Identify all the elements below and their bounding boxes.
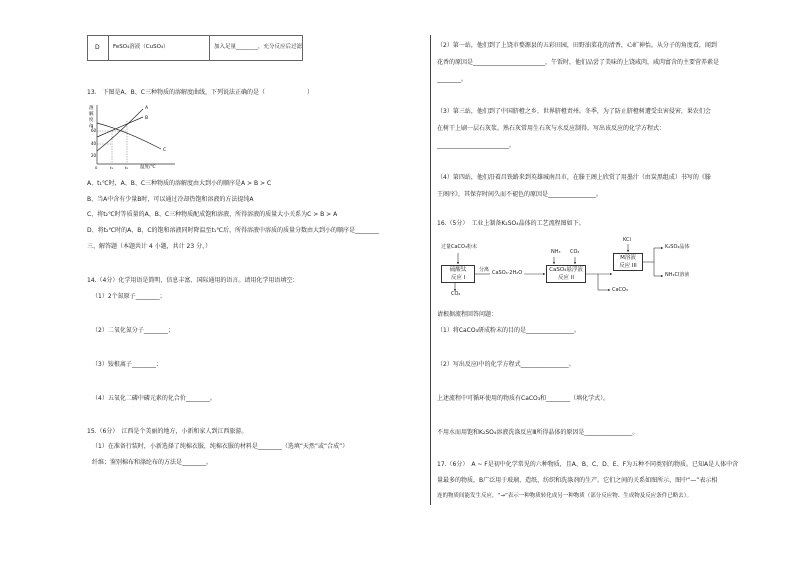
curve-b bbox=[97, 117, 143, 137]
method-text: 加入足量________，充分反应后过滤 bbox=[214, 44, 303, 50]
x-tick-t1: t₁ bbox=[110, 165, 114, 170]
q13-stem: 13. 下图是A、B、C三种物质的溶解度曲线，下列说法正确的是（ ） bbox=[87, 89, 313, 96]
x-tick-0: 0 bbox=[95, 165, 98, 170]
x-tick-t2: t₂ bbox=[125, 165, 129, 170]
q17-line-3: 连的物质间能发生反应，“→”表示一种物质转化成另一种物质（部分反应物、生成物及反应条件已略去）。 bbox=[437, 493, 693, 499]
flow-input-kcl: KCl bbox=[623, 237, 631, 243]
flow-out-co2: CO₂ bbox=[451, 291, 461, 297]
q16-item-1: （1）将CaCO₃研成粉末的目的是________________。 bbox=[437, 327, 581, 334]
flow-box-3-text: M溶液 反应 III bbox=[619, 255, 637, 269]
q15-item3-line3: ________________________。 bbox=[437, 142, 516, 149]
curve-label-b: B bbox=[145, 116, 149, 121]
q14-item-2: （2）二氧化氮分子________； bbox=[92, 327, 174, 334]
curve-label-a: A bbox=[145, 106, 149, 111]
ylabel-1: 溶 bbox=[89, 106, 94, 111]
curve-label-c: C bbox=[163, 148, 167, 153]
flow-out-k2so4: K₂SO₄晶体 bbox=[665, 244, 690, 250]
substance-text: FeSO₄溶液（CuSO₄） bbox=[113, 44, 169, 50]
solubility-graph bbox=[87, 101, 179, 171]
q16-prompt: 请根据流程回答问题： bbox=[437, 311, 498, 318]
q13-option-a: A、t₁℃时，A、B、C三种物质的溶解度由大到小的顺序是A > B > C bbox=[87, 180, 272, 187]
table-cell-label bbox=[87, 35, 109, 61]
flow-arrows bbox=[436, 236, 676, 300]
q16-item-3: 上述流程中可循环使用的物质有CaCO₃和________（填化学式）。 bbox=[437, 395, 610, 402]
q16-item-4: 不用水而用饱和K₂SO₄溶液洗涤反应Ⅲ所得晶体的原因是________________。 bbox=[437, 429, 639, 436]
ylabel-3: 度 bbox=[89, 118, 94, 123]
y-tick-40: 40 bbox=[91, 141, 97, 146]
ylabel-2: 解 bbox=[89, 112, 94, 117]
graph-xlabel: 温度/℃ bbox=[140, 165, 156, 170]
q15-item2-line2: 花香的原因是________________________，午饭时，他们品尝了美味的上饶咸肉，咸肉富含的主要营养素是 bbox=[437, 59, 720, 66]
curve-a bbox=[97, 109, 143, 151]
flow-mid-product: CaSO₄·2H₂O bbox=[492, 270, 523, 276]
curve-c bbox=[97, 123, 161, 149]
q15-item2-line3: ________。 bbox=[437, 76, 468, 83]
q13-option-c: C、将t₂℃时等质量的A、B、C三种物质配成饱和溶液，所得溶液的质量大小关系为C > B > A bbox=[87, 211, 338, 218]
q15-item3-line2: 在树干上刷一层石灰浆。熟石灰常用生石灰与水反应制得，写出该反应的化学方程式： bbox=[437, 125, 666, 132]
q14-stem: 14.（4分）化学用语是简明、信息丰富、国际通用的语言。请用化学用语填空： bbox=[87, 277, 299, 284]
flow-out-caco3: CaCO₃ bbox=[612, 287, 628, 293]
q15-stem: 15.（6分） 江西是个美丽的地方，小新和家人到江西旅游。 bbox=[87, 428, 248, 435]
q13-option-d: D、将t₂℃时的A、B、C的饱和溶液同时降温至t₁℃后，所得溶液中溶质的质量分数由大到小的顺序是________ bbox=[87, 227, 380, 234]
flow-out-nh4cl: NH₄Cl溶液 bbox=[665, 272, 690, 278]
y-tick-60: 60 bbox=[91, 128, 97, 133]
q16-stem: 16.（5分） 工业上制备K₂SO₄晶体的工艺流程图如下。 bbox=[437, 220, 585, 227]
flow-box-2-text: CaSO₄悬浮液 反应 II bbox=[549, 267, 583, 281]
table-cell-method bbox=[209, 35, 303, 61]
flow-input-co2: CO₂ bbox=[570, 249, 580, 255]
q15-item4-line1: （4）第四站，他们沿着昌铁路来到英雄城南昌市，在滕王阁上欣赏了用墨汁（由炭黑组成）书写的《滕 bbox=[437, 174, 711, 181]
flow-box-1-text: 硫酸钛 反应 I bbox=[449, 267, 467, 281]
flow-input-nh3: NH₃ bbox=[551, 249, 561, 255]
q15-item1-line2: 纤维；鉴别棉布和涤纶布的方法是________。 bbox=[92, 459, 213, 466]
q15-item2-line1: （2）第一站，他们到了上饶市婺源县的五彩田园，田野油菜花的清香，心旷神怡。从分子的角度看，闻到 bbox=[437, 42, 717, 49]
q14-item-1: （1）2个氮原子________； bbox=[92, 293, 166, 300]
q17-line-1: 17.（6分） A ~ F是初中化学常见的六种物质，且A、B、C、D、E、F为五种不同类别的物质。已知A是人体中含 bbox=[437, 461, 739, 468]
q15-item3-line1: （3）第三站，他们到了中国脐橙之乡、世界脐橙责州。冬季，为了防止脐橙树遭受虫害侵害，果农们会 bbox=[437, 108, 711, 115]
q16-item-2: （2）写出反应Ⅰ中的化学方程式________________。 bbox=[437, 361, 575, 368]
q15-item4-line2: 王阁序》，其保存时间久而不褪色的原因是________________。 bbox=[437, 191, 603, 198]
table-cell-substance bbox=[108, 35, 210, 61]
row-label: D bbox=[95, 44, 100, 51]
y-tick-20: 20 bbox=[91, 153, 97, 158]
q17-line-2: 量最多的物质，B广泛用于玻璃、造纸、纺织和洗涤剂的生产。它们之间的关系如图所示，图中“—”表示相 bbox=[437, 477, 718, 484]
section-3-heading: 三、解答题（本题共计 4 小题，共计 23 分，） bbox=[87, 243, 212, 250]
flow-label-separate: 分离 bbox=[479, 267, 490, 273]
q14-item-3: （3）铵根离子________； bbox=[92, 361, 162, 368]
column-divider bbox=[430, 35, 431, 505]
q13-option-b: B、当A中含有少量B时，可以通过冷却热饱和溶液的方法提纯A bbox=[87, 196, 254, 203]
q14-item-4: （4）五氧化二磷中磷元素的化合价________。 bbox=[92, 395, 216, 402]
flow-input-caco3: 过量CaCO₃粉末 bbox=[441, 244, 477, 250]
q15-item1-line1: （1）在准备行装时，小新选择了纯棉衣服，纯棉衣服的材料是________（选填“天然”或“合成”） bbox=[92, 443, 349, 450]
ylabel-4: /g bbox=[89, 124, 94, 129]
